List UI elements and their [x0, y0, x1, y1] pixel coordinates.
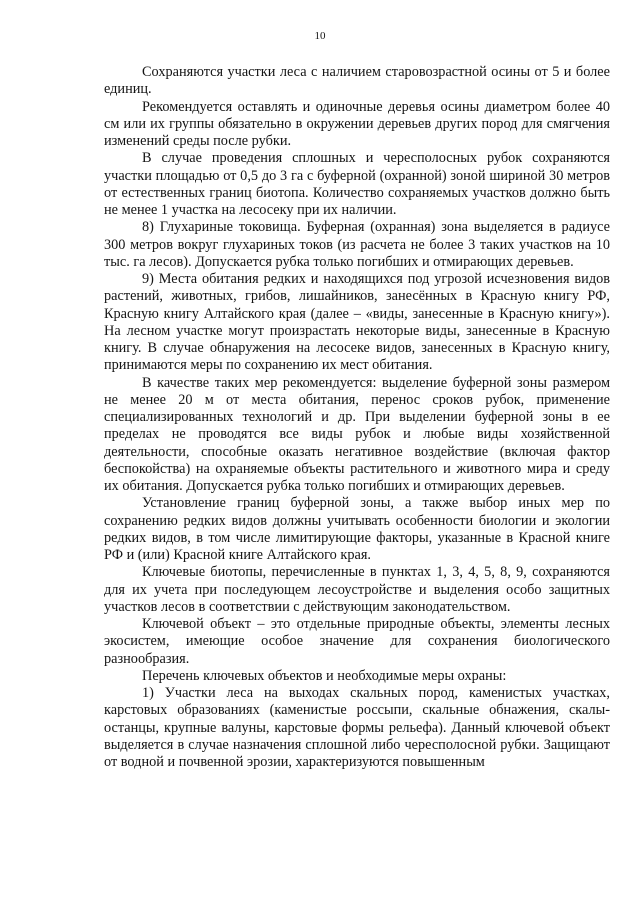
page-number: 10: [314, 30, 326, 42]
paragraph-buffer-zone-boundaries: Установление границ буферной зоны, а также выбор иных мер по сохранению редких видов должны учитывать особенности биологии и экологии редких видов, в том числе лимитирующие факторы, указанные в Красной книге РФ и (или) Красной книге Алтайского края.: [104, 495, 610, 563]
paragraph-rock-outcrops: 1) Участки леса на выходах скальных пород, каменистых участках, карстовых образованиях (каменистые россыпи, скальные обнажения, скалы-останцы, крупные валуны, карстовые формы рельефа). Данный ключевой объект выделяется в случае назначения сплошной либо чересполосной рубки. Защищают от водной и почвенной эрозии, характеризуются повышенным: [104, 685, 610, 770]
paragraph-old-aspen: Сохраняются участки леса с наличием старовозрастной осины от 5 и более единиц.: [104, 64, 610, 98]
paragraph-key-objects-list-heading: Перечень ключевых объектов и необходимые меры охраны:: [142, 667, 507, 684]
paragraph-key-biotopes: Ключевые биотопы, перечисленные в пунктах 1, 3, 4, 5, 8, 9, сохраняются для их учета при последующем лесоустройстве и выделения особо защитных участков лесов в соответствии с действующим законодательством.: [104, 564, 610, 615]
paragraph-clear-cut-plots: В случае проведения сплошных и чересполосных рубок сохраняются участки площадью от 0,5 до 3 га с буферной (охранной) зоной шириной 30 метров от естественных границ биотопа. Количество сохраняемых участков должно быть не менее 1 участка на лесосеку при их наличии.: [104, 150, 610, 218]
paragraph-protection-measures: В качестве таких мер рекомендуется: выделение буферной зоны размером не менее 20 м от места обитания, перенос сроков рубок, применение специализированных технологий и др. При выделении буферной зоны в ее пределах не проводятся все виды рубок и любые виды хозяйственной деятельности, способные оказать негативное воздействие (включая фактор беспокойства) на охраняемые объекты растительного и животного мира и среду их обитания. Допускается рубка только погибших и отмирающих деревьев.: [104, 374, 610, 494]
document-body: [104, 64, 610, 771]
paragraph-capercaillie-leks: 8) Глухариные токовища. Буферная (охранная) зона выделяется в радиусе 300 метров вокруг глухариных токов (из расчета не более 3 таких участков на 10 тыс. га лесов). Допускается рубка только погибших и отмирающих деревьев.: [104, 219, 610, 270]
paragraph-single-aspen-trees: Рекомендуется оставлять и одиночные деревья осины диаметром более 40 см или их группы обязательно в окружении деревьев других пород для смягчения изменений среды после рубки.: [104, 98, 610, 149]
paragraph-key-object-definition: Ключевой объект – это отдельные природные объекты, элементы лесных экосистем, имеющие особое значение для сохранения биологического разнообразия.: [104, 616, 610, 667]
paragraph-rare-species-habitats: 9) Места обитания редких и находящихся под угрозой исчезновения видов растений, животных, грибов, лишайников, занесённых в Красную книгу РФ, Красную книгу Алтайского края (далее – «виды, занесенные в Красную книгу»). На лесном участке могут произрастать некоторые виды, занесенные в Красную книгу. В случае обнаружения на лесосеке видов, занесенных в Красную книгу, принимаются меры по сохранению их мест обитания.: [104, 271, 610, 374]
